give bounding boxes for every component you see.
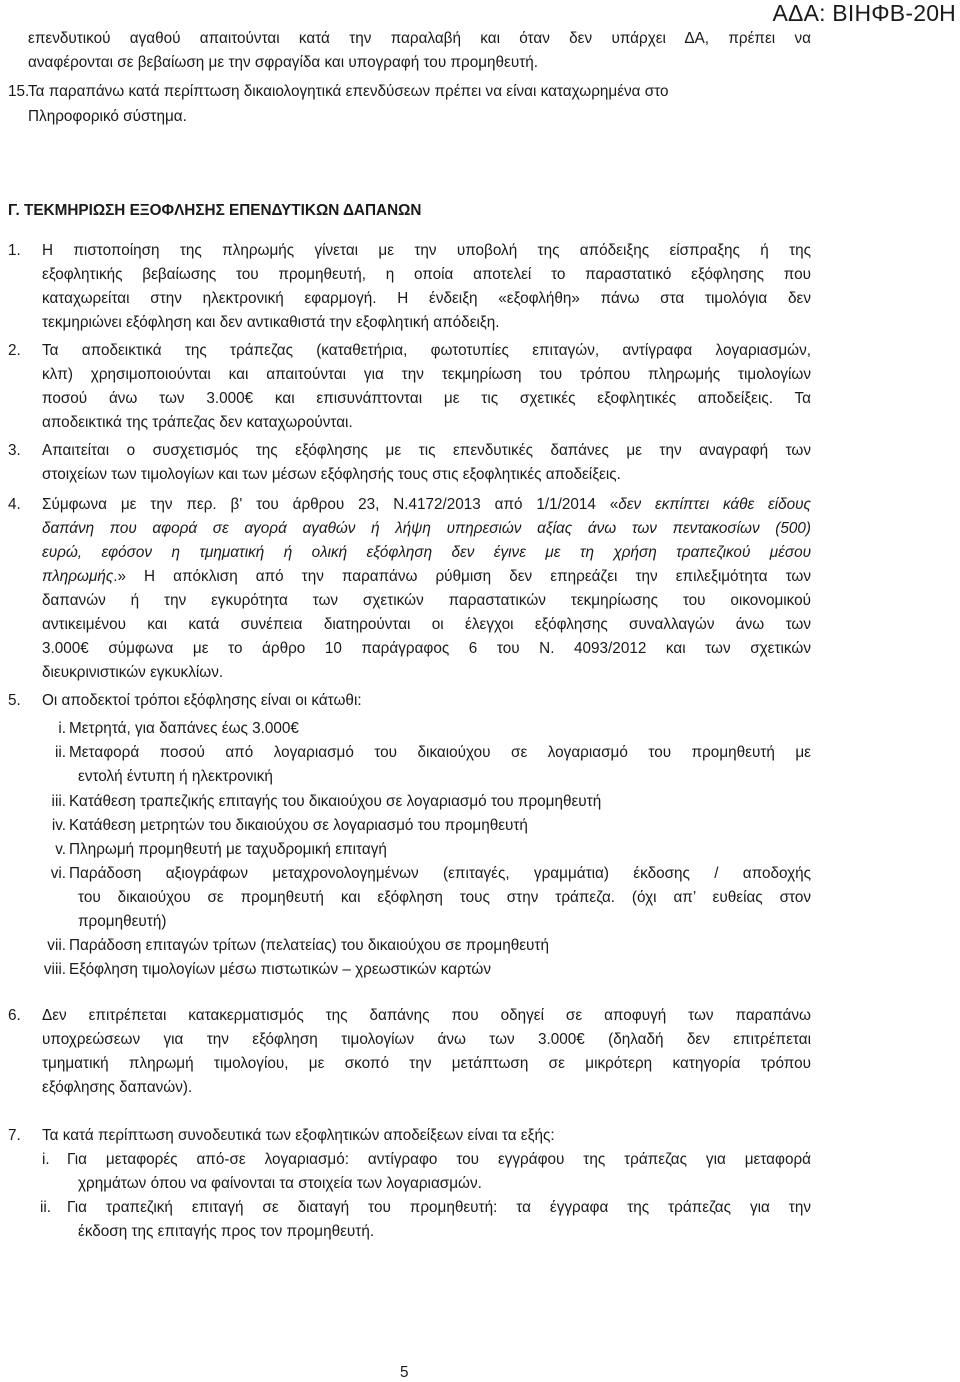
item-6-line-2: υποχρεώσεων για την εξόφληση τιμολογίων άνω των 3.000€ (δηλαδή δεν επιτρέπεται: [42, 1031, 811, 1048]
item-7-sub-1-number: i.: [42, 1151, 50, 1168]
item-2-line-2: κλπ) χρησιμοποιούνται και απαιτούνται για την τεκμηρίωση του τρόπου πληρωμής τιμολογίων: [42, 366, 811, 383]
item-5-sub-3-number: iii.: [51, 793, 66, 810]
item-5-sub-4-line-1: Κατάθεση μετρητών του δικαιούχου σε λογαριασμό του προμηθευτή: [69, 817, 528, 834]
item-5-sub-6-number: vi.: [50, 865, 66, 882]
item-5-sub-1-number: i.: [58, 720, 66, 737]
item-5-sub-7-number: vii.: [47, 937, 66, 954]
item-15-line-1: Τα παραπάνω κατά περίπτωση δικαιολογητικά επενδύσεων πρέπει να είναι καταχωρημένα στο: [28, 83, 669, 100]
item-1-line-1: Η πιστοποίηση της πληρωμής γίνεται με την υποβολή της απόδειξης είσπραξης ή της: [42, 242, 811, 259]
item-4-line-3: ευρώ, εφόσον η τμηματική ή ολική εξόφληση δεν έγινε με τη χρήση τραπεζικού μέσου: [42, 544, 811, 561]
item-5-sub-6-line-3: προμηθευτή): [78, 913, 167, 930]
item-5-sub-6-line-1: Παράδοση αξιογράφων μεταχρονολογημένων (επιταγές, γραμμάτια) έκδοσης / αποδοχής: [69, 865, 811, 882]
intro-line-1: επενδυτικού αγαθού απαιτούνται κατά την παραλαβή και όταν δεν υπάρχει ΔΑ, πρέπει να: [28, 30, 811, 47]
item-5-number: 5.: [8, 692, 21, 709]
item-5-sub-6-line-2: του δικαιούχου σε προμηθευτή και εξόφληση τους στην τράπεζα. (όχι απ’ ευθείας στον: [78, 889, 811, 906]
item-4-number: 4.: [8, 496, 21, 513]
item-1-number: 1.: [8, 242, 21, 259]
item-7-number: 7.: [8, 1127, 21, 1144]
page-number: 5: [400, 1364, 409, 1381]
item-3-number: 3.: [8, 442, 21, 459]
item-7-sub-2-line-1: Για τραπεζική επιταγή σε διαταγή του προμηθευτή: τα έγγραφα της τράπεζας για την: [67, 1199, 811, 1216]
item-4-line-4: [42, 566, 811, 588]
item-1-line-2: εξοφλητικής βεβαίωσης του προμηθευτή, η οποία αποτελεί το παραστατικό εξόφλησης που: [42, 266, 811, 283]
intro-line-2: αναφέρονται σε βεβαίωση με την σφραγίδα και υπογραφή του προμηθευτή.: [28, 54, 539, 71]
item-6-line-1: Δεν επιτρέπεται κατακερματισμός της δαπάνης που οδηγεί σε αποφυγή των παραπάνω: [42, 1007, 811, 1024]
item-5-sub-8-number: viii.: [43, 961, 66, 978]
item-5-sub-3-line-1: Κατάθεση τραπεζικής επιταγής του δικαιούχου σε λογαριασμό του προμηθευτή: [69, 793, 602, 810]
item-4-line-4-text: .» Η απόκλιση από την παραπάνω ρύθμιση δεν επηρεάζει την επιλεξιμότητα των: [113, 568, 811, 585]
item-15-line-2: Πληροφορικό σύστημα.: [28, 108, 187, 125]
item-6-number: 6.: [8, 1007, 21, 1024]
item-3-line-2: στοιχείων των τιμολογίων και των μέσων εξόφλησής τους στις εξοφλητικές αποδείξεις.: [42, 466, 621, 483]
item-4-line-4-italic: πληρωμής: [42, 568, 114, 585]
item-4-line-1-italic: δεν εκπίπτει κάθε είδους: [618, 496, 811, 513]
item-5-sub-5-number: v.: [55, 841, 66, 858]
item-7-sub-2-line-2: έκδοση της επιταγής προς τον προμηθευτή.: [78, 1223, 375, 1240]
item-5-line-1: Οι αποδεκτοί τρόποι εξόφλησης είναι οι κάτωθι:: [42, 692, 362, 709]
item-5-sub-2-line-1: Μεταφορά ποσού από λογαριασμό του δικαιούχου σε λογαριασμό του προμηθευτή με: [69, 744, 811, 761]
item-7-sub-1-line-2: χρημάτων όπου να φαίνονται τα στοιχεία των λογαριασμών.: [78, 1175, 482, 1192]
item-2-line-1: Τα αποδεικτικά της τράπεζας (καταθετήρια, φωτοτυπίες επιταγών, αντίγραφα λογαριασμών,: [42, 342, 811, 359]
item-4-line-5: δαπανών ή την εγκυρότητα των σχετικών παραστατικών τεκμηρίωσης του οικονομικού: [42, 592, 811, 609]
item-6-line-3: τμηματική πληρωμή τιμολογίου, με σκοπό την μετάπτωση σε μικρότερη κατηγορία τρόπου: [42, 1055, 811, 1072]
item-4-line-6: αντικειμένου και κατά συνέπεια διατηρούνται οι έλεγχοι εξόφλησης συναλλαγών άνω των: [42, 616, 811, 633]
item-7-sub-1-line-1: Για μεταφορές από-σε λογαριασμό: αντίγραφο του εγγράφου της τράπεζας για μεταφορά: [67, 1151, 811, 1168]
item-4-line-1: [42, 494, 811, 516]
item-7-sub-2-number: ii.: [40, 1199, 52, 1216]
section-title: Γ. ΤΕΚΜΗΡΙΩΣΗ ΕΞΟΦΛΗΣΗΣ ΕΠΕΝΔΥΤΙΚΩΝ ΔΑΠΑΝΩΝ: [8, 202, 422, 219]
item-7-line-1: Τα κατά περίπτωση συνοδευτικά των εξοφλητικών αποδείξεων είναι τα εξής:: [42, 1127, 555, 1144]
ada-code: ΑΔΑ: ΒΙΗΦΒ-20Η: [772, 0, 956, 26]
item-2-line-4: αποδεικτικά της τράπεζας δεν καταχωρούνται.: [42, 414, 353, 431]
item-4-line-7: 3.000€ σύμφωνα με το άρθρο 10 παράγραφος 6 του Ν. 4093/2012 και των σχετικών: [42, 640, 811, 657]
item-4-line-8: διευκρινιστικών εγκυκλίων.: [42, 664, 224, 681]
item-5-sub-4-number: iv.: [51, 817, 66, 834]
item-1-line-4: τεκμηριώνει εξόφληση και δεν αντικαθιστά την εξοφλητική απόδειξη.: [42, 314, 500, 331]
item-5-sub-8-line-1: Εξόφληση τιμολογίων μέσω πιστωτικών – χρεωστικών καρτών: [69, 961, 492, 978]
item-5-sub-7-line-1: Παράδοση επιταγών τρίτων (πελατείας) του δικαιούχου σε προμηθευτή: [69, 937, 549, 954]
item-15-number: 15.: [8, 83, 30, 100]
item-5-sub-2-number: ii.: [54, 744, 66, 761]
item-5-sub-5-line-1: Πληρωμή προμηθευτή με ταχυδρομική επιταγή: [69, 841, 387, 858]
item-2-line-3: ποσού άνω των 3.000€ και επισυνάπτονται με τις σχετικές εξοφλητικές αποδείξεις. Τα: [42, 390, 811, 407]
item-6-line-4: εξόφλησης δαπανών).: [42, 1079, 193, 1096]
item-1-line-3: καταχωρείται στην ηλεκτρονική εφαρμογή. Η ένδειξη «εξοφλήθη» πάνω στα τιμολόγια δεν: [42, 290, 811, 307]
item-4-line-2: δαπάνη που αφορά σε αγορά αγαθών ή λήψη υπηρεσιών αξίας άνω των πεντακοσίων (500): [42, 520, 811, 537]
item-5-sub-2-line-2: εντολή έντυπη ή ηλεκτρονική: [78, 768, 273, 785]
item-5-sub-1-line-1: Μετρητά, για δαπάνες έως 3.000€: [69, 720, 299, 737]
item-2-number: 2.: [8, 342, 21, 359]
item-4-line-1-text: Σύμφωνα με την περ. β' του άρθρου 23, Ν.4172/2013 από 1/1/2014 «: [42, 496, 619, 513]
item-3-line-1: Απαιτείται ο συσχετισμός της εξόφλησης με τις επενδυτικές δαπάνες με την αναγραφή των: [42, 442, 811, 459]
